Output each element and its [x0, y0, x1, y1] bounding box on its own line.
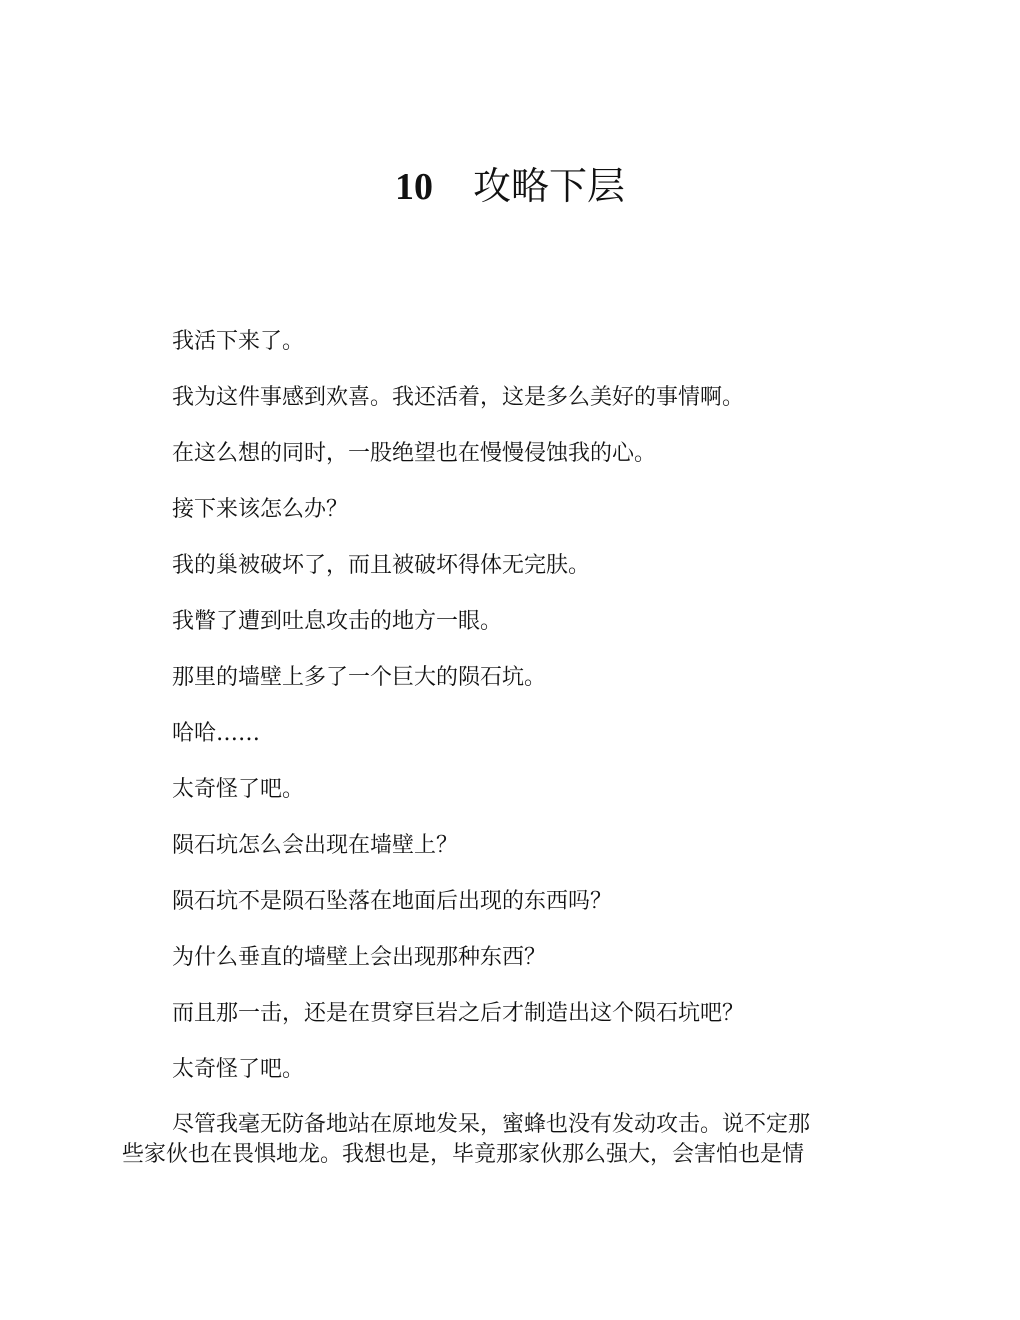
paragraph-continued	[122, 1110, 898, 1170]
paragraph: 太奇怪了吧。	[172, 1057, 305, 1082]
paragraph: 为什么垂直的墙壁上会出现那种东西？	[172, 945, 547, 970]
paragraph: 陨石坑怎么会出现在墙壁上？	[172, 833, 459, 858]
paragraph-line: 些家伙也在畏惧地龙。我想也是，毕竟那家伙那么强大，会害怕也是情	[122, 1142, 805, 1167]
paragraph: 我的巢被破坏了，而且被破坏得体无完肤。	[172, 553, 591, 578]
paragraph: 我为这件事感到欢喜。我还活着，这是多么美好的事情啊。	[172, 385, 745, 410]
paragraph: 而且那一击，还是在贯穿巨岩之后才制造出这个陨石坑吧？	[172, 1001, 745, 1026]
paragraph-line: 尽管我毫无防备地站在原地发呆，蜜蜂也没有发动攻击。说不定那	[172, 1112, 811, 1137]
chapter-heading	[0, 160, 1020, 213]
paragraph: 那里的墙壁上多了一个巨大的陨石坑。	[172, 665, 547, 690]
chapter-title: 攻略下层	[472, 164, 625, 208]
paragraph: 陨石坑不是陨石坠落在地面后出现的东西吗？	[172, 889, 613, 914]
paragraph: 我瞥了遭到吐息攻击的地方一眼。	[172, 609, 503, 634]
paragraph: 我活下来了。	[172, 329, 305, 354]
paragraph: 接下来该怎么办？	[172, 497, 349, 522]
chapter-number: 10	[394, 166, 433, 208]
paragraph: 太奇怪了吧。	[172, 777, 305, 802]
chapter-body	[122, 326, 898, 1194]
paragraph: 哈哈……	[172, 721, 261, 746]
paragraph: 在这么想的同时，一股绝望也在慢慢侵蚀我的心。	[172, 441, 657, 466]
